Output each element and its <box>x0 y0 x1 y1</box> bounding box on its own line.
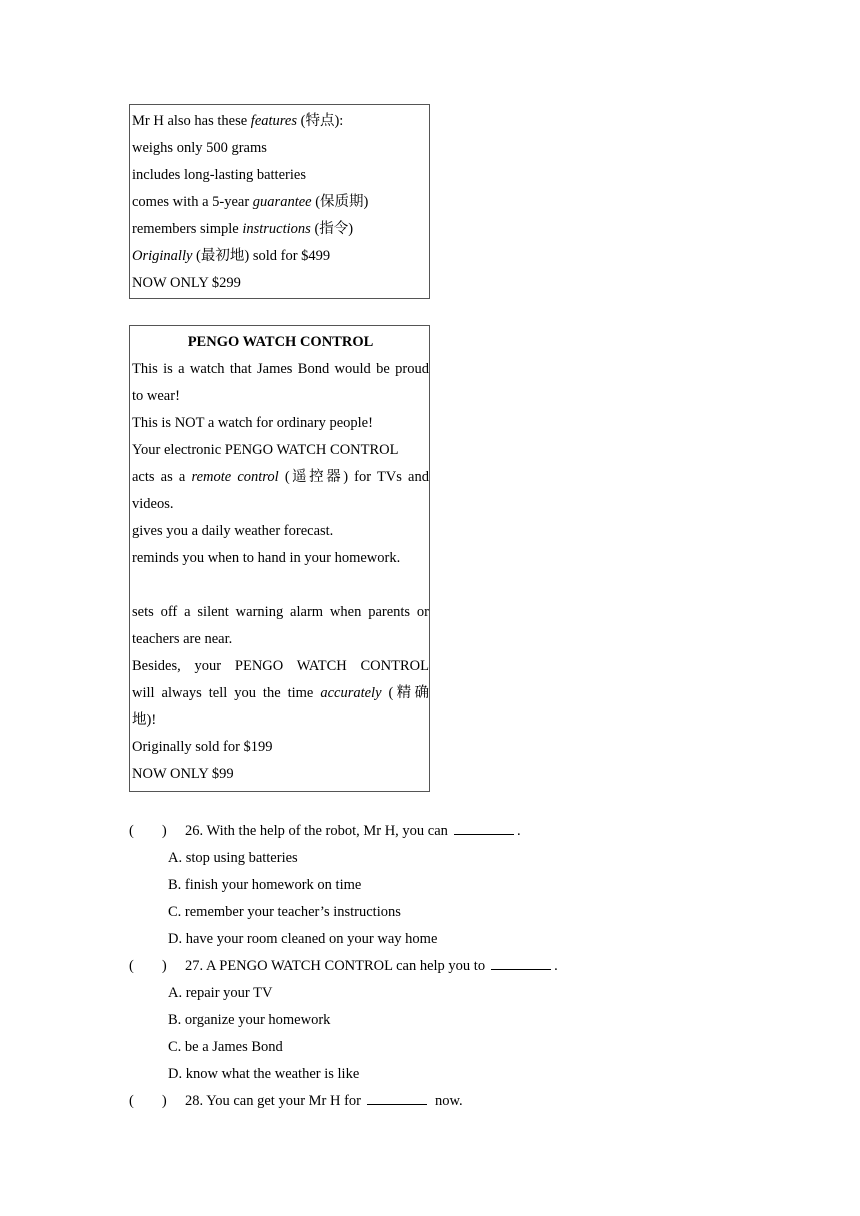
mr-h-features-box <box>129 104 430 299</box>
box1-line: comes with a 5-year guarantee (保质期) <box>132 194 369 210</box>
box2-line: videos. <box>132 496 174 512</box>
question-28: ( ) 28. You can get your Mr H for now. <box>129 1088 463 1115</box>
box2-line: teachers are near. <box>132 631 233 647</box>
box2-line: Originally sold for $199 <box>132 739 273 755</box>
box2-blank-line <box>132 569 429 596</box>
box2-line: will always tell you the time accurately (精确 <box>132 685 429 701</box>
box2-line: to wear! <box>132 388 180 404</box>
box2-line: gives you a daily weather forecast. <box>132 523 334 539</box>
box2-line: Your electronic PENGO WATCH CONTROL <box>132 442 399 458</box>
fill-blank-28[interactable] <box>367 1090 427 1105</box>
box1-line: Originally (最初地) sold for $499 <box>132 248 331 264</box>
box1-line: weighs only 500 grams <box>132 140 267 156</box>
box2-line: acts as a remote control (遥控器) for TVs and <box>132 469 429 485</box>
box1-line: includes long-lasting batteries <box>132 167 306 183</box>
box2-line: 地)! <box>132 712 157 728</box>
question-26: ( ) 26. With the help of the robot, Mr H, you can . <box>129 818 521 845</box>
box2-line: This is a watch that James Bond would be proud <box>132 361 429 377</box>
fill-blank-27[interactable] <box>491 955 551 970</box>
box1-line: remembers simple instructions (指令) <box>132 221 354 237</box>
option-26-b[interactable]: B. finish your homework on time <box>168 877 362 893</box>
option-26-d[interactable]: D. have your room cleaned on your way home <box>168 931 438 947</box>
pengo-title: PENGO WATCH CONTROL <box>187 334 374 350</box>
box2-line: reminds you when to hand in your homework. <box>132 550 401 566</box>
option-27-d[interactable]: D. know what the weather is like <box>168 1066 360 1082</box>
box2-price: NOW ONLY $99 <box>132 766 234 782</box>
pengo-watch-box <box>129 325 430 792</box>
box1-line: Mr H also has these features (特点): <box>132 113 344 129</box>
box2-line: Besides, your PENGO WATCH CONTROL <box>132 658 429 674</box>
box1-price: NOW ONLY $299 <box>132 275 241 291</box>
fill-blank-26[interactable] <box>454 820 514 835</box>
question-27: ( ) 27. A PENGO WATCH CONTROL can help you to . <box>129 953 558 980</box>
option-26-c[interactable]: C. remember your teacher’s instructions <box>168 904 401 920</box>
option-26-a[interactable]: A. stop using batteries <box>168 850 298 866</box>
box2-line: sets off a silent warning alarm when parents or <box>132 604 429 620</box>
option-27-c[interactable]: C. be a James Bond <box>168 1039 283 1055</box>
option-27-a[interactable]: A. repair your TV <box>168 985 273 1001</box>
option-27-b[interactable]: B. organize your homework <box>168 1012 331 1028</box>
box2-line: This is NOT a watch for ordinary people! <box>132 415 373 431</box>
